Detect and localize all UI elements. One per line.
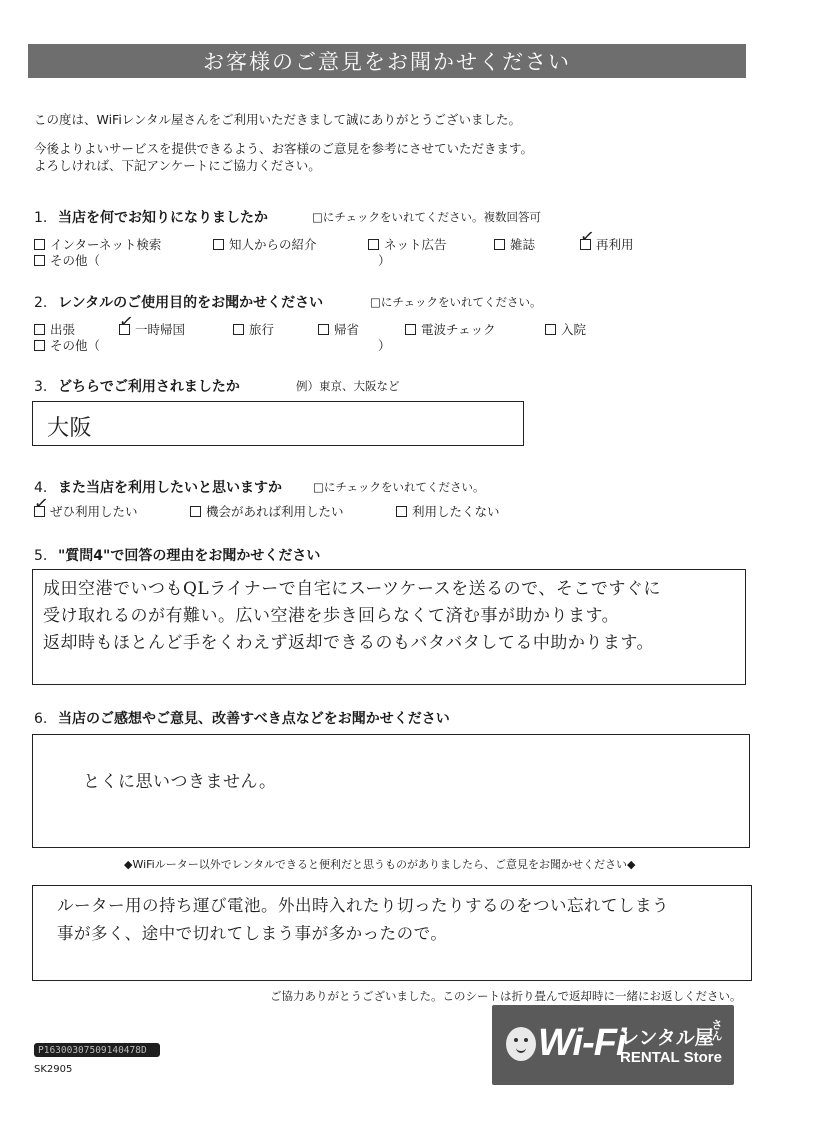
q3-heading — [34, 376, 240, 396]
option-label: ネット広告 — [384, 237, 447, 252]
q1-heading — [34, 207, 268, 227]
q5-title: "質問4"で回答の理由をお聞かせください — [58, 548, 321, 564]
checkbox[interactable] — [368, 239, 379, 250]
sheet-code: SK2905 — [34, 1064, 73, 1075]
form-title: お客様のご意見をお聞かせください — [28, 44, 746, 78]
checkbox-checked[interactable] — [32, 492, 50, 517]
q1-option-magazine[interactable] — [494, 235, 535, 253]
q5-answer-box[interactable] — [32, 569, 746, 685]
q3-number: 3. — [34, 379, 48, 395]
q2-option-travel[interactable] — [233, 320, 274, 338]
checkmark-icon: ✓ — [32, 492, 50, 515]
q1-option-referral[interactable] — [213, 235, 317, 253]
option-label: インターネット検索 — [50, 237, 162, 252]
q5-heading — [34, 545, 320, 565]
option-label: その他（ — [50, 338, 101, 353]
serial-barcode: P16300307509140478D — [34, 1043, 160, 1057]
q2-title: レンタルのご使用目的をお聞かせください — [58, 295, 324, 311]
checkbox[interactable] — [405, 324, 416, 335]
q6-number: 6. — [34, 711, 48, 727]
extra-prompt: ◆WiFiルーター以外でレンタルできると便利だと思うものがありましたら、ご意見をお聞かせください◆ — [124, 858, 636, 871]
q2-other-close-paren: ） — [378, 338, 391, 353]
extra-answer-line: ルーター用の持ち運び電池。外出時入れたり切ったりするのをつい忘れてしまう — [57, 896, 669, 915]
option-label: 利用したくない — [412, 504, 500, 519]
q4-option-if-chance[interactable] — [190, 502, 344, 520]
intro-line-2: 今後よりよいサービスを提供できるよう、お客様のご意見を参考にさせていただきます。 — [34, 141, 534, 156]
checkmark-icon: ✓ — [578, 225, 596, 248]
option-label: その他（ — [50, 253, 101, 268]
brand-logo — [492, 1005, 734, 1085]
checkbox[interactable] — [213, 239, 224, 250]
option-label: 旅行 — [249, 322, 275, 337]
q1-other-close-paren: ） — [378, 253, 391, 268]
q4-option-no[interactable] — [396, 502, 500, 520]
option-label: 再利用 — [596, 237, 634, 252]
checkbox[interactable] — [34, 340, 45, 351]
q4-heading — [34, 477, 282, 497]
q1-title: 当店を何でお知りになりましたか — [58, 210, 268, 226]
logo-wifi-text: Wi-Fi — [538, 1022, 626, 1064]
q1-note: □にチェックをいれてください。複数回答可 — [312, 210, 542, 224]
extra-answer-line: 事が多く、途中で切れてしまう事が多かったので。 — [57, 924, 448, 943]
q1-option-other[interactable] — [34, 251, 100, 269]
checkbox[interactable] — [494, 239, 505, 250]
footer-thanks: ご協力ありがとうございました。このシートは折り畳んで返却時に一緒にお返しください。 — [270, 989, 742, 1003]
checkbox[interactable] — [34, 255, 45, 266]
q2-option-homecoming[interactable] — [318, 320, 359, 338]
q2-option-hospital[interactable] — [545, 320, 586, 338]
q4-number: 4. — [34, 480, 48, 496]
q1-number: 1. — [34, 210, 48, 226]
q2-option-signal-check[interactable] — [405, 320, 496, 338]
q2-option-temporary-return[interactable] — [117, 310, 186, 338]
checkbox[interactable] — [396, 506, 407, 517]
q2-heading — [34, 292, 323, 312]
checkbox[interactable] — [233, 324, 244, 335]
q4-option-definitely[interactable] — [32, 492, 138, 520]
extra-answer-box[interactable] — [32, 885, 752, 981]
q6-answer-box[interactable] — [32, 734, 750, 848]
logo-san-text: さん — [710, 1019, 723, 1041]
q3-answer-box[interactable] — [32, 401, 524, 446]
option-label: ぜひ利用したい — [50, 504, 138, 519]
checkmark-icon: ✓ — [117, 310, 135, 333]
checkbox-checked[interactable] — [117, 310, 135, 335]
checkbox[interactable] — [545, 324, 556, 335]
checkbox[interactable] — [190, 506, 201, 517]
checkbox[interactable] — [34, 324, 45, 335]
option-label: 一時帰国 — [135, 322, 186, 337]
q6-answer: とくに思いつきません。 — [83, 772, 277, 792]
extra-answer — [57, 892, 669, 948]
logo-rental-text: レンタル屋 — [620, 1027, 714, 1049]
q1-option-reuse[interactable] — [578, 225, 634, 253]
option-label: 帰省 — [334, 322, 360, 337]
q2-note: □にチェックをいれてください。 — [370, 295, 542, 309]
option-label: 出張 — [50, 322, 76, 337]
q6-title: 当店のご感想やご意見、改善すべき点などをお聞かせください — [58, 711, 450, 727]
logo-store-text: RENTAL Store — [620, 1049, 722, 1066]
q3-title: どちらでご利用されましたか — [58, 379, 240, 395]
q5-answer — [43, 576, 661, 657]
option-label: 電波チェック — [421, 322, 496, 337]
q4-note: □にチェックをいれてください。 — [313, 480, 485, 494]
intro-line-3: よろしければ、下記アンケートにご協力ください。 — [34, 158, 321, 173]
intro-line-1: この度は、WiFiレンタル屋さんをご利用いただきまして誠にありがとうございました。 — [34, 112, 522, 127]
q6-heading — [34, 708, 450, 728]
q3-answer: 大阪 — [47, 416, 93, 441]
q2-number: 2. — [34, 295, 48, 311]
mascot-icon — [506, 1027, 536, 1061]
checkbox[interactable] — [318, 324, 329, 335]
option-label: 知人からの紹介 — [229, 237, 317, 252]
checkbox-checked[interactable] — [578, 225, 596, 250]
q3-note: 例）東京、大阪など — [296, 379, 400, 393]
q5-answer-line: 返却時もほとんど手をくわえず返却できるのもバタバタしてる中助かります。 — [43, 633, 654, 653]
option-label: 雑誌 — [510, 237, 536, 252]
q5-answer-line: 成田空港でいつもQLライナーで自宅にスーツケースを送るので、そこですぐに — [43, 579, 661, 599]
q2-option-other[interactable] — [34, 336, 100, 354]
q4-title: また当店を利用したいと思いますか — [58, 480, 282, 496]
q5-answer-line: 受け取れるのが有難い。広い空港を歩き回らなくて済む事が助かります。 — [43, 606, 620, 626]
q5-number: 5. — [34, 548, 48, 564]
option-label: 入院 — [561, 322, 587, 337]
option-label: 機会があれば利用したい — [206, 504, 344, 519]
checkbox[interactable] — [34, 239, 45, 250]
